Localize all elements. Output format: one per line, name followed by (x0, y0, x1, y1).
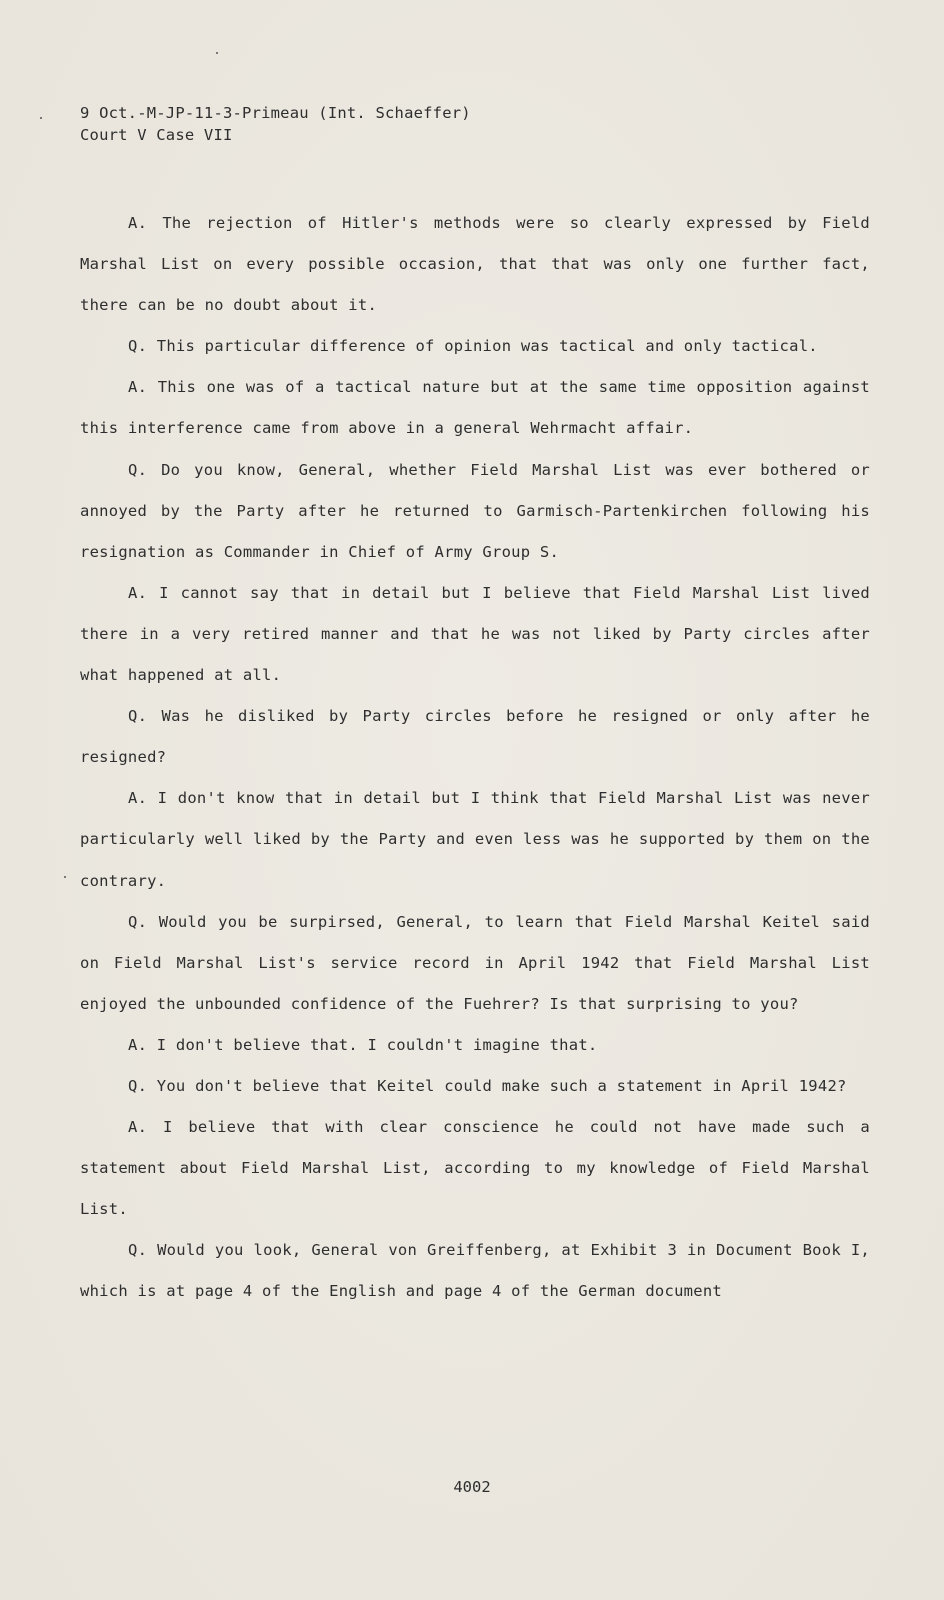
transcript-paragraph-1: A. The rejection of Hitler's methods were so clearly expressed by Field Marshal List on every possible occasion, that that was only one further fact, there can be no doubt about it. (80, 214, 870, 315)
transcript-paragraph-9: A. I don't believe that. I couldn't imagine that. (128, 1035, 598, 1054)
paper-speck (64, 876, 66, 878)
transcript-paragraph-3: A. This one was of a tactical nature but at the same time opposition against this interference came from above in a general Wehrmacht affair. (80, 378, 870, 438)
document-header (80, 102, 471, 146)
header-line-1: 9 Oct.-M-JP-11-3-Primeau (Int. Schaeffer) (80, 104, 471, 122)
transcript-paragraph-7: A. I don't know that in detail but I think that Field Marshal List was never particularly well liked by the Party and even less was he supported by them on the contrary. (80, 789, 870, 890)
transcript-paragraph-5: A. I cannot say that in detail but I believe that Field Marshal List lived there in a very retired manner and that he was not liked by Party circles after what happened at all. (80, 583, 870, 685)
page-number: 4002 (453, 1478, 491, 1496)
paper-speck (40, 117, 42, 119)
transcript-paragraph-11: A. I believe that with clear conscience he could not have made such a statement about Field Marshal List, according to my knowledge of Field Marshal List. (80, 1118, 870, 1219)
transcript-paragraph-4: Q. Do you know, General, whether Field Marshal List was ever bothered or annoyed by the Party after he returned to Garmisch-Partenkirchen following his resignation as Commander in Chief of Army Group S. (80, 460, 870, 561)
transcript-paragraph-12: Q. Would you look, General von Greiffenberg, at Exhibit 3 in Document Book I, which is at page 4 of the English and page 4 of the German document (80, 1241, 870, 1301)
transcript-body (80, 203, 870, 1313)
transcript-paragraph-2: Q. This particular difference of opinion was tactical and only tactical. (128, 337, 818, 356)
paper-speck (216, 52, 218, 54)
transcript-paragraph-8: Q. Would you be surpirsed, General, to learn that Field Marshal Keitel said on Field Marshal List's service record in April 1942 that Field Marshal List enjoyed the unbounded confidence of the Fuehrer? Is that surprising to you? (80, 912, 870, 1013)
transcript-paragraph-10: Q. You don't believe that Keitel could make such a statement in April 1942? (128, 1076, 847, 1095)
transcript-paragraph-6: Q. Was he disliked by Party circles before he resigned or only after he resigned? (80, 707, 870, 767)
header-line-2: Court V Case VII (80, 126, 233, 144)
